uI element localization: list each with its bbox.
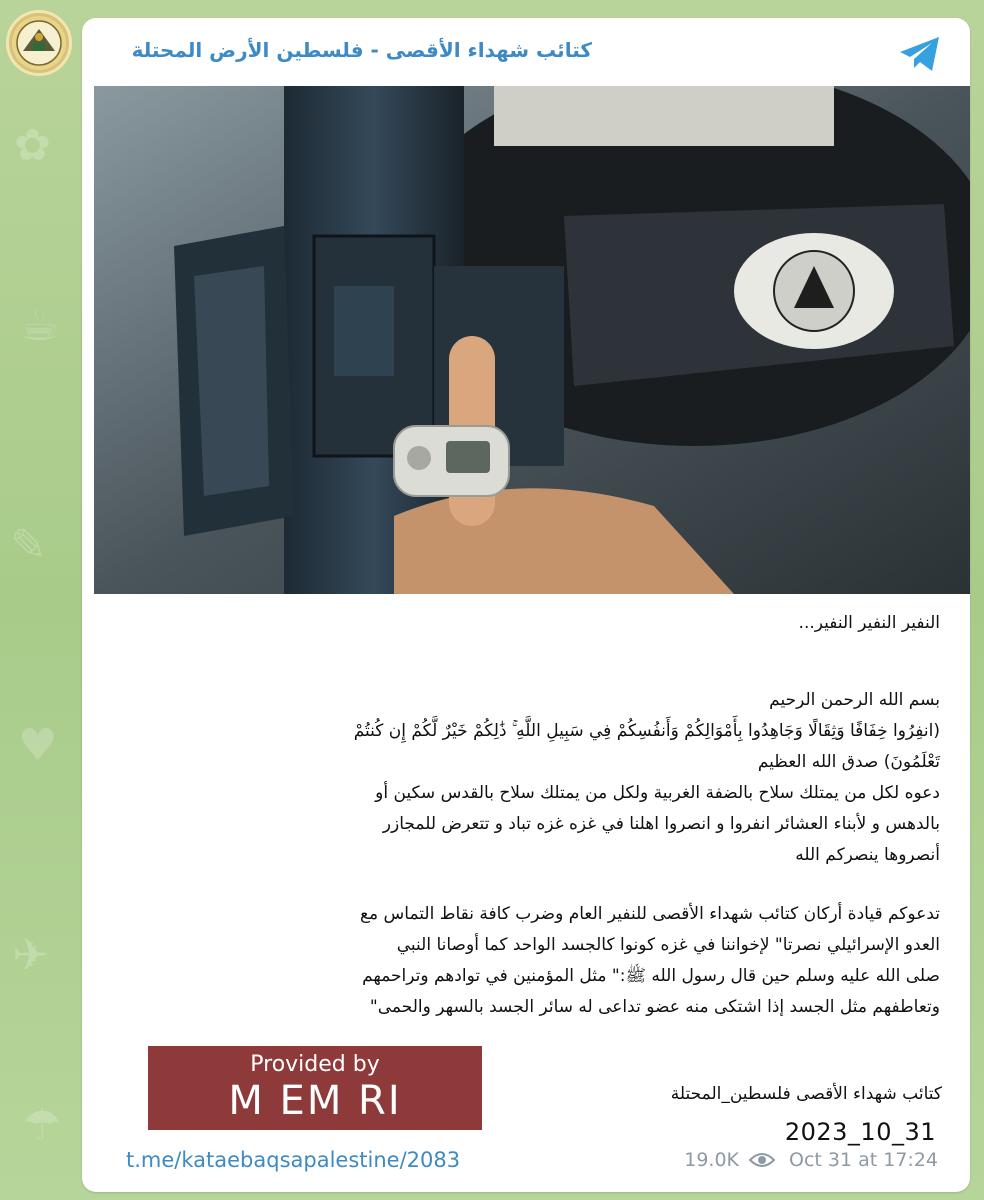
message-line: العدو الإسرائيلي نصرتا" لإخواننا في غزه كونوا كالجسد الواحد كما أوصانا النبي [396, 935, 940, 955]
telegram-icon [898, 34, 942, 74]
post-link[interactable]: t.me/kataebaqsapalestine/2083 [126, 1148, 461, 1172]
photo-illustration [94, 86, 970, 594]
message-header [82, 18, 970, 86]
channel-name[interactable]: كتائب شهداء الأقصى - فلسطين الأرض المحتلة [131, 38, 592, 62]
memri-brand: M EM RI [228, 1078, 402, 1124]
message-meta [684, 1149, 938, 1171]
eye-icon [749, 1152, 775, 1168]
message-signature: كتائب شهداء الأقصى فلسطين_المحتلة [670, 1084, 942, 1104]
message-line: (انفِرُوا خِفَافًا وَثِقَالًا وَجَاهِدُوا بِأَمْوَالِكُمْ وَأَنفُسِكُمْ فِي سَبِيلِ اللَّهِ ۚ ذَٰلِكُمْ خَيْرٌ لَّكُمْ إِن كُنتُمْ [353, 721, 940, 741]
message-line: بسم الله الرحمن الرحيم [769, 690, 940, 710]
channel-avatar[interactable] [6, 10, 72, 76]
message-line: بالدهس و لأبناء العشائر انفروا و انصروا اهلنا في غزه غزه تباد و تتعرض للمجازر [382, 814, 940, 834]
post-photo[interactable] [94, 86, 970, 594]
background-doodle: ✎ [10, 520, 47, 571]
memri-provided-by: Provided by [250, 1052, 380, 1077]
background-doodle: ☕ [20, 300, 60, 351]
message-line: تدعوكم قيادة أركان كتائب شهداء الأقصى للنفير العام وضرب كافة نقاط التماس مع [359, 904, 940, 924]
background-doodle: ✿ [14, 120, 51, 171]
channel-logo-icon [9, 13, 69, 73]
message-line: النفير النفير النفير... [798, 613, 940, 633]
background-doodle: ♥ [18, 720, 58, 771]
message-line: تَعْلَمُونَ) صدق الله العظيم [757, 752, 940, 772]
message-line: وتعاطفهم مثل الجسد إذا اشتكى منه عضو تداعى له سائر الجسد بالسهر والحمى" [369, 997, 940, 1017]
message-card [82, 18, 970, 1192]
message-line: دعوه لكل من يمتلك سلاح بالضفة الغربية ولكل من يمتلك سلاح بالقدس سكين أو [375, 783, 940, 803]
message-timestamp: Oct 31 at 17:24 [789, 1149, 938, 1171]
message-line: صلى الله عليه وسلم حين قال رسول الله ﷺ:" مثل المؤمنين في توادهم وتراحمهم [362, 966, 940, 986]
message-text [122, 608, 940, 1023]
memri-watermark [148, 1046, 482, 1130]
message-date: 2023_10_31 [784, 1118, 936, 1146]
background-doodle: ✈ [12, 930, 49, 981]
view-count: 19.0K [684, 1149, 739, 1171]
background-doodle: ☂ [22, 1100, 62, 1151]
message-line: أنصروها ينصركم الله [795, 845, 940, 865]
